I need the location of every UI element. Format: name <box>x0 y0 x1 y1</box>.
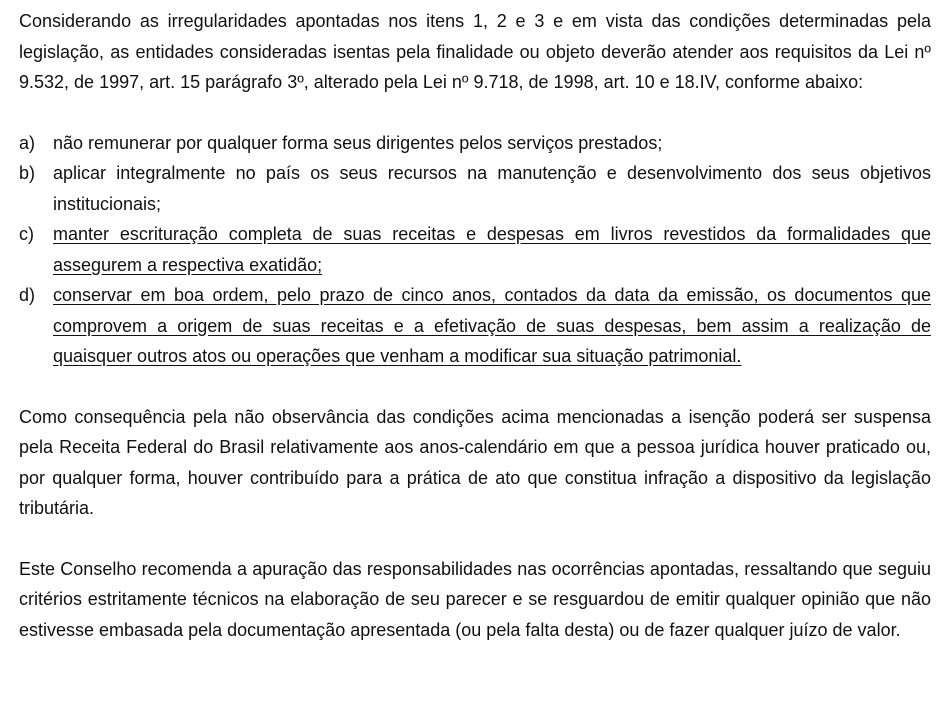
list-item-text: aplicar integralmente no país os seus recursos na manutenção e desenvolvimento dos seus objetivos institucionais; <box>53 163 931 214</box>
spacer <box>19 524 931 554</box>
consequence-paragraph: Como consequência pela não observância das condições acima mencionadas a isenção poderá ser suspensa pela Receita Federal do Brasil relativamente aos anos-calendário em que a pessoa jurídica houver praticado ou, por qualquer forma, houver contribuído para a prática de ato que constitua infração a dispositivo da legislação tributária. <box>19 406 931 518</box>
list-item-d <box>19 280 931 372</box>
list-marker: d) <box>19 285 36 305</box>
recommendation-paragraph: Este Conselho recomenda a apuração das responsabilidades nas ocorrências apontadas, ressaltando que seguiu critérios estritamente técnicos na elaboração de seu parecer e se resguardou de emitir qualquer opinião que não estivesse embasada pela documentação apresentada (ou pela falta desta) ou de fazer qualquer juízo de valor. <box>19 558 931 640</box>
spacer <box>19 98 931 128</box>
spacer <box>19 372 931 402</box>
list-marker: c) <box>19 224 34 244</box>
list-marker: b) <box>19 163 36 183</box>
document-page <box>19 6 931 645</box>
list-item-c <box>19 219 931 280</box>
list-item-a <box>19 128 931 159</box>
list-item-text: não remunerar por qualquer forma seus dirigentes pelos serviços prestados; <box>53 132 663 153</box>
list-item-text-underlined: conservar em boa ordem, pelo prazo de cinco anos, contados da data da emissão, os documentos que comprovem a origem de suas receitas e a efetivação de suas despesas, bem assim a realização de quaisquer outros atos ou operações que venham a modificar sua situação patrimonial. <box>53 285 931 366</box>
intro-paragraph: Considerando as irregularidades apontadas nos itens 1, 2 e 3 e em vista das condições determinadas pela legislação, as entidades consideradas isentas pela finalidade ou objeto deverão atender aos requisitos da Lei nº 9.532, de 1997, art. 15 parágrafo 3º, alterado pela Lei nº 9.718, de 1998, art. 10 e 18.IV, conforme abaixo: <box>19 11 931 92</box>
list-marker: a) <box>19 132 36 153</box>
list-item-text-underlined: manter escrituração completa de suas receitas e despesas em livros revestidos da formalidades que assegurem a respectiva exatidão; <box>53 224 931 275</box>
requirements-list <box>19 128 931 372</box>
list-item-b <box>19 158 931 219</box>
